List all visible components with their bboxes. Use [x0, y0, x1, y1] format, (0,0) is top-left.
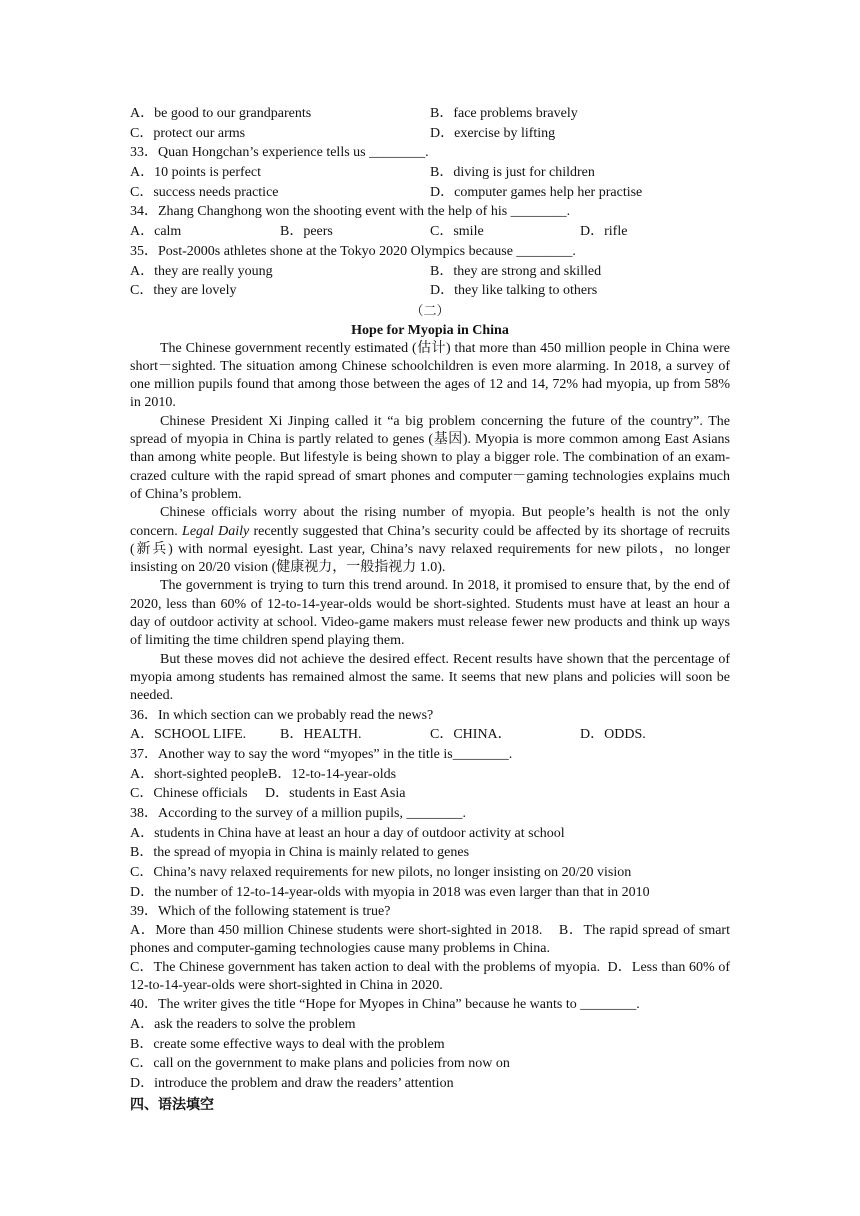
option-row — [130, 262, 730, 282]
passage-paragraph-4: The government is trying to turn this trend around. In 2018, it promised to ensure that, by the end of 2020, less than 60% of 12-to-14-year-olds would be short-sighted. Students must have at least an hour a day of outdoor activity at school. Video-game makers must release fewer new products and think up ways of limiting the time children spend playing them. — [130, 578, 730, 649]
option-c-d: C．The Chinese government has taken action to deal with the problems of myopia. D．Less than 60% of 12-to-14-year-olds were short-sighted in China in 2020. — [130, 959, 734, 993]
question-39-stem: 39．Which of the following statement is true? — [130, 904, 391, 920]
option-b: B．diving is just for children — [430, 165, 595, 181]
option-row — [130, 725, 730, 745]
passage-title: Hope for Myopia in China — [351, 322, 509, 338]
option-row — [130, 124, 730, 144]
question-33-stem: 33．Quan Hongchan’s experience tells us ________. — [130, 145, 429, 161]
option-d: D．introduce the problem and draw the readers’ attention — [130, 1076, 454, 1091]
option-d: D．the number of 12-to-14-year-olds with myopia in 2018 was even larger than that in 2010 — [130, 884, 650, 900]
option-d: D．exercise by lifting — [430, 125, 556, 141]
option-a: A．ask the readers to solve the problem — [130, 1016, 356, 1032]
option-b: B．create some effective ways to deal with the problem — [130, 1036, 445, 1052]
p3-text-end: recently suggested that China’s security could be affected by its shortage of recruits (新兵) with normal eyesight. Last year, China’s navy relaxed requirements for new pilots，no longer insisting on 20/20 vision (健康视力，一般指视力 1.0). — [130, 523, 730, 576]
passage-paragraph-3 — [130, 504, 730, 577]
page-content — [130, 104, 734, 1116]
option-c: C．protect our arms — [130, 125, 246, 141]
option-c: C．smile — [430, 224, 484, 240]
option-b: B．peers — [280, 224, 333, 240]
question-37-stem: 37．Another way to say the word “myopes” in the title is________. — [130, 746, 513, 762]
option-d: D．ODDS. — [580, 727, 646, 743]
option-a: A．SCHOOL LIFE. — [130, 727, 247, 743]
option-a: A．be good to our grandparents — [130, 106, 312, 121]
option-b: B．HEALTH. — [280, 727, 362, 743]
passage-paragraph-5: But these moves did not achieve the desired effect. Recent results have shown that the percentage of myopia among students has remained almost the same. It seems that new plans and policies will soon be needed. — [130, 651, 730, 704]
question-36-stem: 36．In which section can we probably read the news? — [130, 707, 434, 723]
option-a: A．calm — [130, 224, 182, 240]
option-c: C．China’s navy relaxed requirements for new pilots, no longer insisting on 20/20 vision — [130, 865, 632, 880]
option-d: D．they like talking to others — [430, 283, 598, 299]
part-label: （二） — [410, 302, 450, 318]
option-a: A．students in China have at least an hour a day of outdoor activity at school — [130, 825, 565, 841]
option-row — [130, 163, 730, 183]
p3-text-start: Chinese officials worry about the rising number of myopia. But people’s health is not the only concern. — [130, 505, 730, 539]
option-c: C．success needs practice — [130, 184, 279, 200]
option-d: D．rifle — [580, 224, 628, 240]
passage-paragraph-1: The Chinese government recently estimated (估计) that more than 450 million people in China were short－sighted. The situation among Chinese schoolchildren is even more alarming. In 2018, a survey of one million pupils found that among those between the ages of 12 and 14, 72% had myopia, up from 58% in 2010. — [130, 340, 730, 411]
question-38-stem: 38．According to the survey of a million pupils, ________. — [130, 805, 466, 821]
section-heading: 四、语法填空 — [130, 1096, 214, 1113]
option-b: B．face problems bravely — [430, 106, 578, 121]
option-a-b: A．More than 450 million Chinese students were short-sighted in 2018. B．The rapid spread of smart phones and computer-gaming technologies cause many problems in China. — [130, 923, 734, 957]
option-c: C．CHINA． — [430, 727, 512, 743]
passage-paragraph-2: Chinese President Xi Jinping called it “a big problem concerning the future of the country”. The spread of myopia in China is partly related to genes (基因). Myopia is more common among East Asians than among white people. But lifestyle is being shown to play a bigger role. The combination of an exam-crazed culture with the rapid spread of smart phones and computer－gaming technologies explains much of China’s problem. — [130, 413, 730, 502]
option-a: A．they are really young — [130, 263, 273, 279]
option-b: B．the spread of myopia in China is mainly related to genes — [130, 845, 470, 861]
question-35-stem: 35．Post-2000s athletes shone at the Tokyo 2020 Olympics because ________. — [130, 243, 576, 259]
option-d: D．computer games help her practise — [430, 184, 643, 200]
option-c: C．call on the government to make plans and policies from now on — [130, 1056, 510, 1072]
option-b: B．they are strong and skilled — [430, 263, 602, 279]
option-row: C．Chinese officials D．students in East Asia — [130, 786, 406, 802]
option-row — [130, 281, 730, 301]
option-row — [130, 104, 730, 124]
question-34-stem: 34．Zhang Changhong won the shooting event with the help of his ________. — [130, 204, 571, 220]
option-a: A．10 points is perfect — [130, 165, 262, 181]
option-c: C．they are lovely — [130, 283, 237, 299]
question-40-stem: 40．The writer gives the title “Hope for Myopes in China” because he wants to ________. — [130, 997, 640, 1013]
newspaper-name: Legal Daily — [182, 523, 250, 539]
option-row — [130, 222, 730, 242]
option-row — [130, 183, 730, 203]
option-row: A．short-sighted peopleB．12-to-14-year-olds — [130, 766, 397, 782]
